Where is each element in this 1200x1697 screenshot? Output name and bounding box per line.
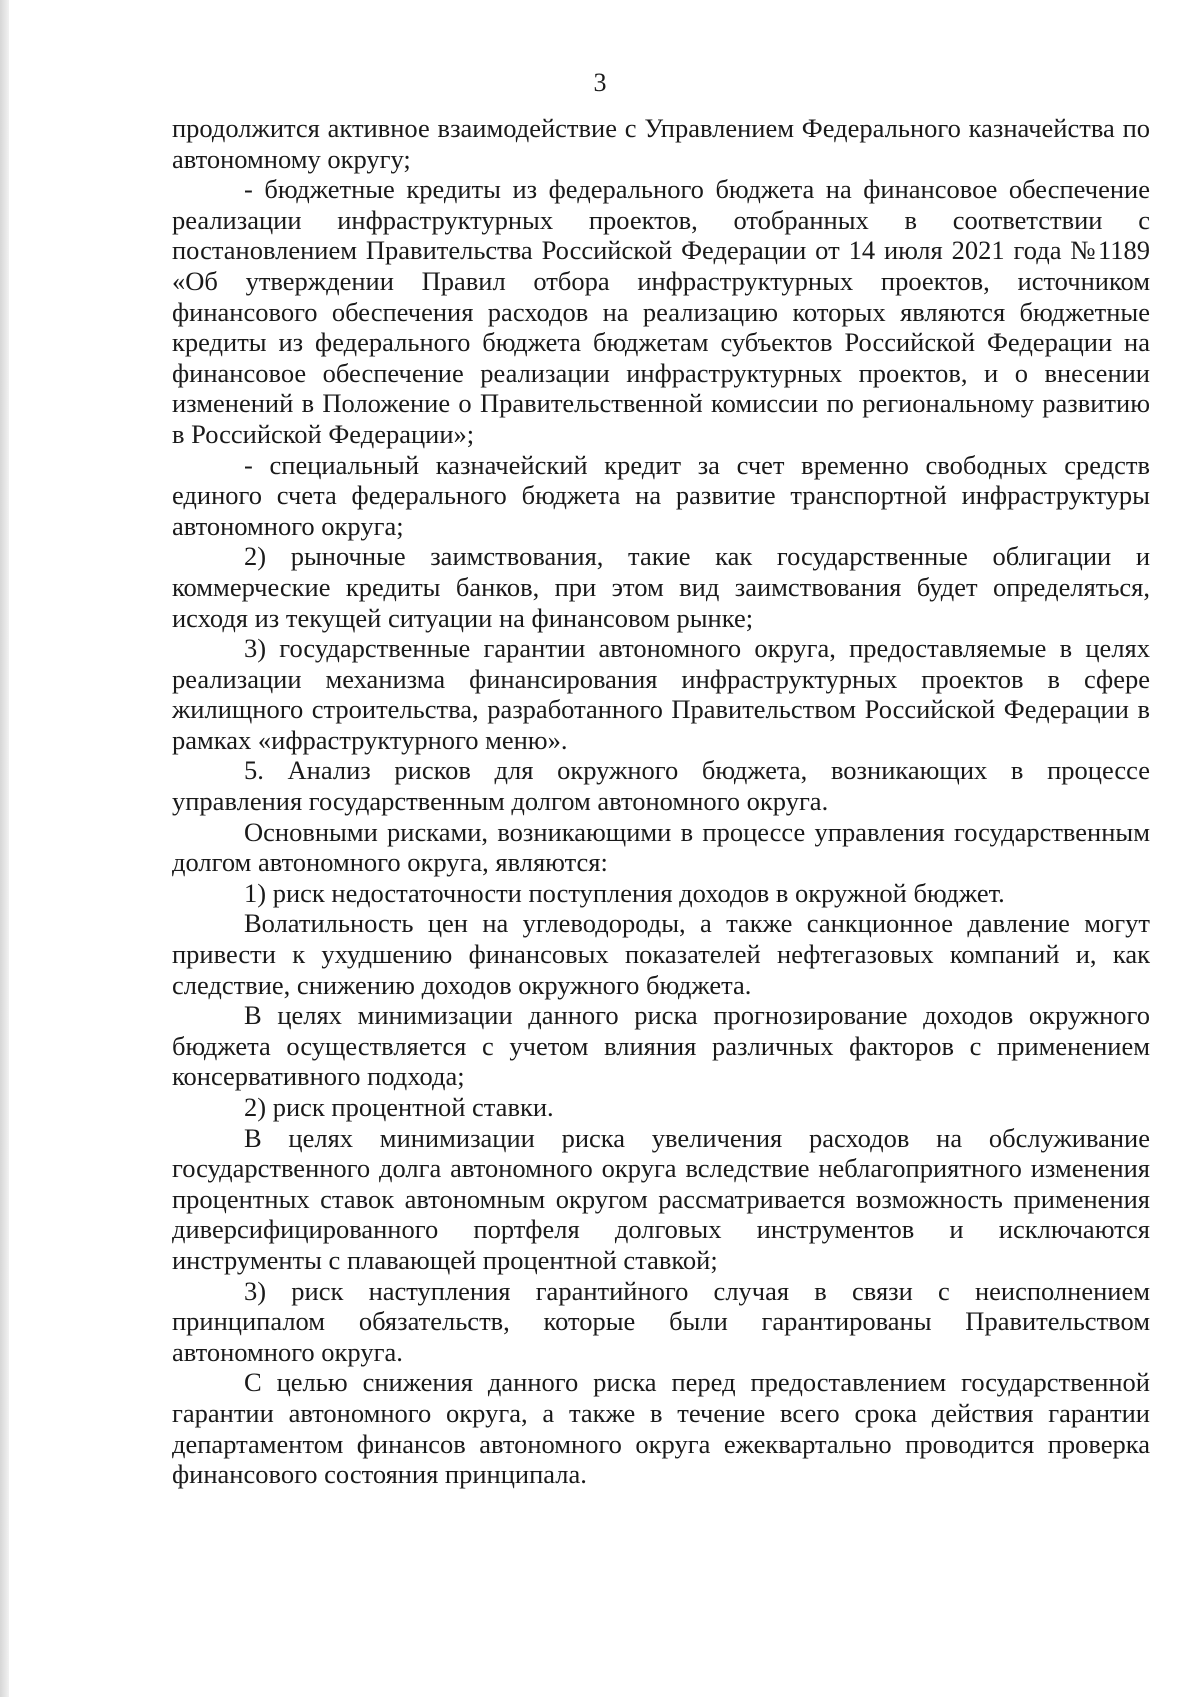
document-body bbox=[172, 113, 1150, 1490]
paragraph-interest-rate-risk: 2) риск процентной ставки. bbox=[244, 1092, 554, 1122]
paragraph-treasury-special-credit: - специальный казначейский кредит за счет временно свободных средств единого счета федерального бюджета на развитие транспортной инфраструктуры автономного округа; bbox=[172, 449, 1150, 541]
paragraph-revenue-risk: 1) риск недостаточности поступления доходов в окружной бюджет. bbox=[244, 877, 1005, 908]
paragraph-interest-rate-mitigation: В целях минимизации риска увеличения расходов на обслуживание государственного долга автономного округа вследствие неблагоприятного изменения процентных ставок автономным округом рассматривается возможность применения диверсифицированного портфеля долговых инструментов и исключаются инструменты с плавающей процентной ставкой; bbox=[172, 1122, 1150, 1275]
paragraph-revenue-risk-mitigation: В целях минимизации данного риска прогнозирование доходов окружного бюджета осуществляется с учетом влияния различных факторов с применением консервативного подхода; bbox=[172, 1000, 1150, 1092]
paragraph-treasury-interaction: продолжится активное взаимодействие с Управлением Федерального казначейства по автономному округу; bbox=[172, 113, 1150, 174]
scan-edge-shadow bbox=[0, 0, 9, 1697]
paragraph-risk-analysis-heading: 5. Анализ рисков для окружного бюджета, возникающих в процессе управления государственным долгом автономного округа. bbox=[172, 755, 1150, 817]
paragraph-guarantee-risk-mitigation: С целью снижения данного риска перед предоставлением государственной гарантии автономного округа, а также в течение всего срока действия гарантии департаментом финансов автономного округа ежеквартально проводится проверка финансового состояния принципала. bbox=[172, 1367, 1150, 1490]
paragraph-guarantee-risk: 3) риск наступления гарантийного случая в связи с неисполнением принципалом обязательств, которые были гарантированы Правительством автономного округа. bbox=[172, 1275, 1150, 1367]
page-number: 3 bbox=[593, 68, 607, 97]
paragraph-market-borrowings: 2) рыночные заимствования, такие как государственные облигации и коммерческие кредиты банков, при этом вид заимствования будет определяться, исходя из текущей ситуации на финансовом рынке; bbox=[172, 541, 1150, 633]
paragraph-budget-credits-infrastructure: - бюджетные кредиты из федерального бюджета на финансовое обеспечение реализации инфраструктурных проектов, отобранных в соответствии с постановлением Правительства Российской Федерации от 14 июля 2021 года №1189 «Об утверждении Правил отбора инфраструктурных проектов, источником финансового обеспечения расходов на реализацию которых являются бюджетные кредиты из федерального бюджета бюджетам субъектов Российской Федерации на финансовое обеспечение реализации инфраструктурных проектов, и о внесении изменений в Положение о Правительственной комиссии по региональному развитию в Российской Федерации»; bbox=[172, 174, 1150, 449]
paragraph-state-guarantees: 3) государственные гарантии автономного округа, предоставляемые в целях реализации механизма финансирования инфраструктурных проектов в сфере жилищного строительства, разработанного Правительством Российской Федерации в рамках «ифраструктурного меню». bbox=[172, 633, 1150, 755]
paragraph-main-risks: Основными рисками, возникающими в процессе управления государственным долгом автономного округа, являются: bbox=[172, 816, 1150, 878]
paragraph-price-volatility: Волатильность цен на углеводороды, а также санкционное давление могут привести к ухудшению финансовых показателей нефтегазовых компаний и, как следствие, снижению доходов окружного бюджета. bbox=[172, 908, 1150, 1000]
